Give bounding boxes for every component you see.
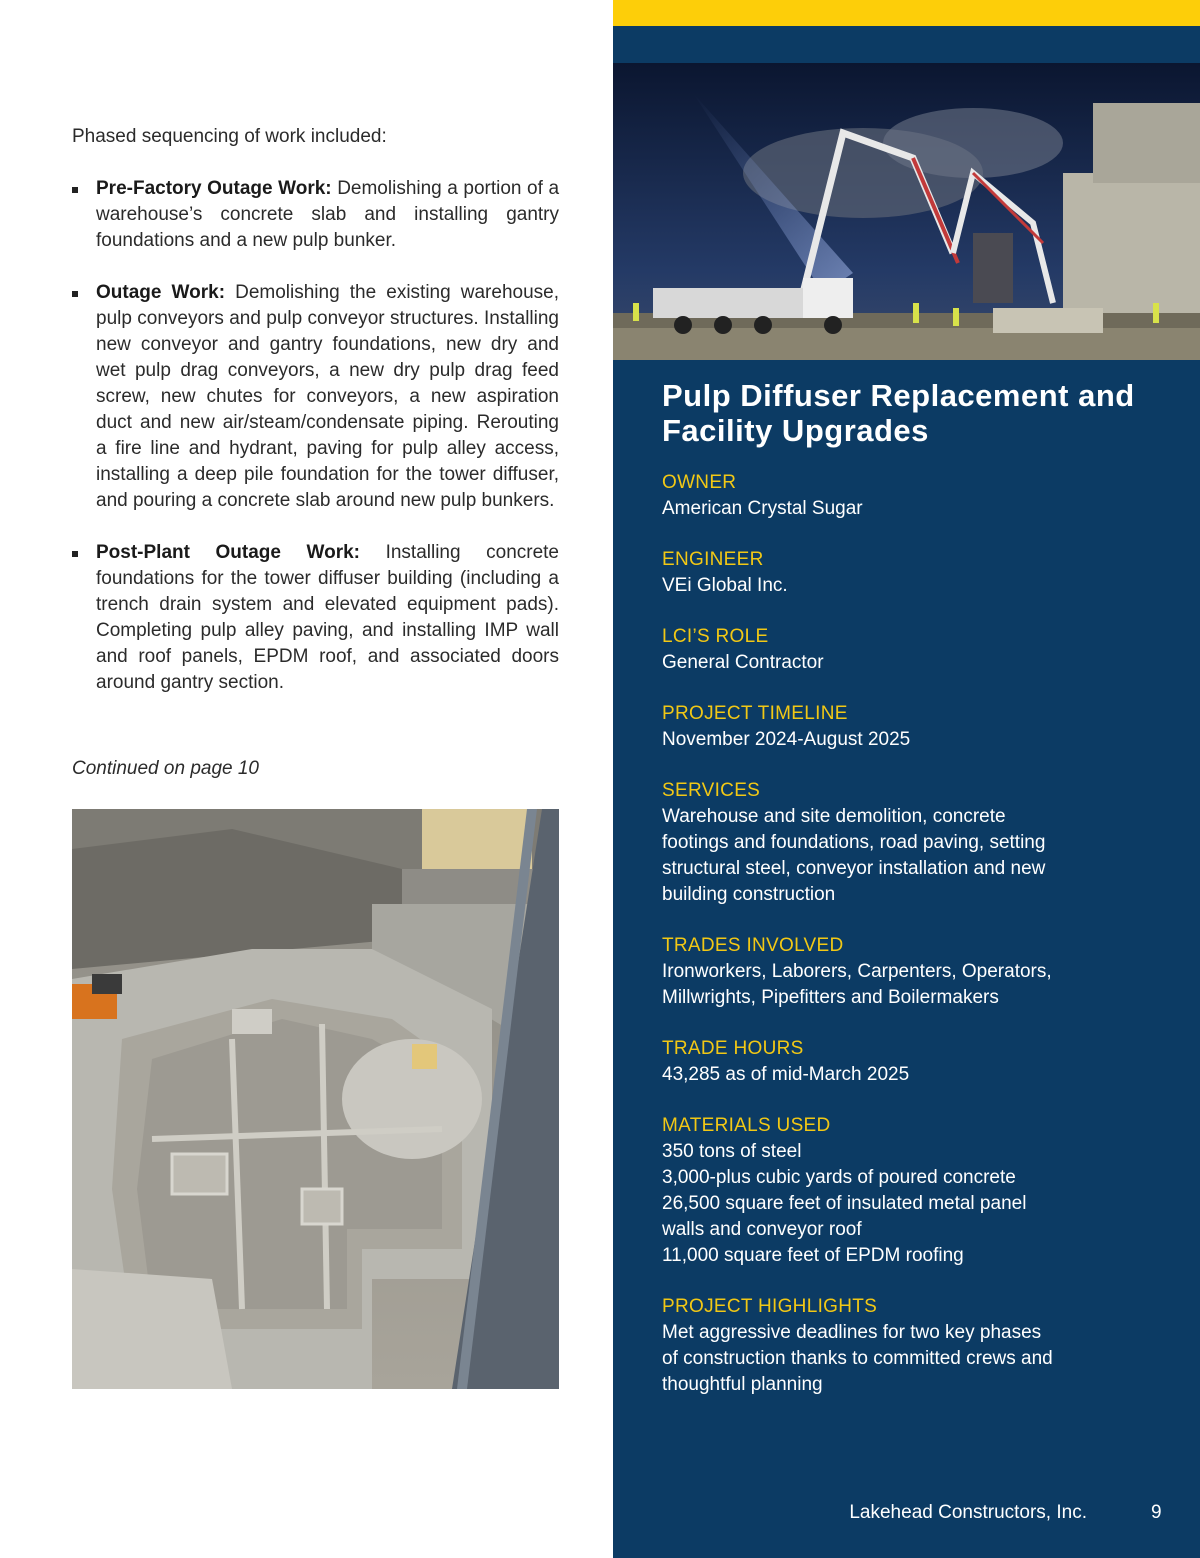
field-materials [662,1113,1162,1269]
field-timeline [662,701,1162,753]
field-owner [662,470,1162,522]
construction-site-illustration [72,809,559,1389]
value-line: structural steel, conveyor installation and new [662,858,1046,879]
field-label: SERVICES [662,780,761,801]
field-value [662,959,1162,1011]
field-value [662,650,1162,676]
field-value [662,1062,1162,1088]
field-highlights [662,1294,1162,1398]
accent-bar [613,0,1200,26]
field-value [662,496,1162,522]
value-line: thoughtful planning [662,1374,823,1395]
phase-title: Pre-Factory Outage Work: [96,178,332,199]
phase-item-outage [72,280,559,514]
phase-item-pre-factory [72,176,559,254]
field-label: OWNER [662,472,737,493]
field-label: MATERIALS USED [662,1115,831,1136]
field-trade-hours [662,1036,1162,1088]
value-line: VEi Global Inc. [662,575,788,596]
value-line: walls and conveyor roof [662,1219,862,1240]
phase-title: Outage Work: [96,282,226,303]
field-label: LCI’S ROLE [662,626,769,647]
field-value [662,804,1162,908]
value-line: American Crystal Sugar [662,498,863,519]
field-label: PROJECT HIGHLIGHTS [662,1296,878,1317]
value-line: 11,000 square feet of EPDM roofing [662,1245,964,1266]
field-engineer [662,547,1162,599]
field-label: TRADES INVOLVED [662,935,844,956]
field-value [662,1320,1162,1398]
value-line: General Contractor [662,652,824,673]
field-services [662,778,1162,908]
project-details [662,378,1162,1423]
field-value [662,727,1162,753]
night-concrete-pour-photo [613,63,1200,360]
value-line: 26,500 square feet of insulated metal panel [662,1193,1027,1214]
phase-text: Installing concrete foundations for the tower diffuser building (including a trench drain system and elevated equipment pads). Completing pulp alley paving, and installing IMP wall and roof panels, EPDM roof, and associated doors around gantry section. [96,542,559,693]
value-line: 3,000-plus cubic yards of poured concrete [662,1167,1016,1188]
value-line: of construction thanks to committed crews and [662,1348,1053,1369]
intro-text: Phased sequencing of work included: [72,126,387,147]
bullet-square-icon [72,187,78,193]
value-line: 43,285 as of mid-March 2025 [662,1064,910,1085]
field-label: PROJECT TIMELINE [662,703,848,724]
bullet-square-icon [72,551,78,557]
construction-site-photo [72,809,559,1389]
value-line: Met aggressive deadlines for two key phases [662,1322,1042,1343]
project-title: Pulp Diffuser Replacement and Facility Upgrades [662,378,1135,448]
value-line: November 2024-August 2025 [662,729,911,750]
footer-company-name: Lakehead Constructors, Inc. [849,1502,1087,1523]
bullet-square-icon [72,291,78,297]
value-line: Ironworkers, Laborers, Carpenters, Operators, [662,961,1052,982]
field-label: TRADE HOURS [662,1038,804,1059]
phase-list [72,176,559,722]
field-role [662,624,1162,676]
field-value [662,1139,1162,1269]
value-line: 350 tons of steel [662,1141,802,1162]
field-value [662,573,1162,599]
phase-text: Demolishing a portion of a warehouse’s concrete slab and installing gantry foundations and a new pulp bunker. [96,178,560,251]
value-line: Warehouse and site demolition, concrete [662,806,1006,827]
concrete-pump-trucks-illustration [613,63,1200,360]
value-line: footings and foundations, road paving, setting [662,832,1046,853]
field-label: ENGINEER [662,549,764,570]
value-line: Millwrights, Pipefitters and Boilermakers [662,987,999,1008]
phase-item-post-plant [72,540,559,696]
field-trades [662,933,1162,1011]
value-line: building construction [662,884,836,905]
phase-title: Post-Plant Outage Work: [96,542,361,563]
page-number: 9 [1151,1502,1162,1523]
continued-note: Continued on page 10 [72,758,259,779]
phase-text: Demolishing the existing warehouse, pulp conveyors and pulp conveyor structures. Installing new conveyor and gantry foundations, new dry and wet pulp drag conveyors, a new dry pulp drag feed screw, new chutes for conveyors, a new aspiration duct and new air/steam/condensate piping. Rerouting a fire line and hydrant, paving for pulp alley access, installing a deep pile foundation for the tower diffuser, and pouring a concrete slab around new pulp bunkers. [96,282,559,511]
